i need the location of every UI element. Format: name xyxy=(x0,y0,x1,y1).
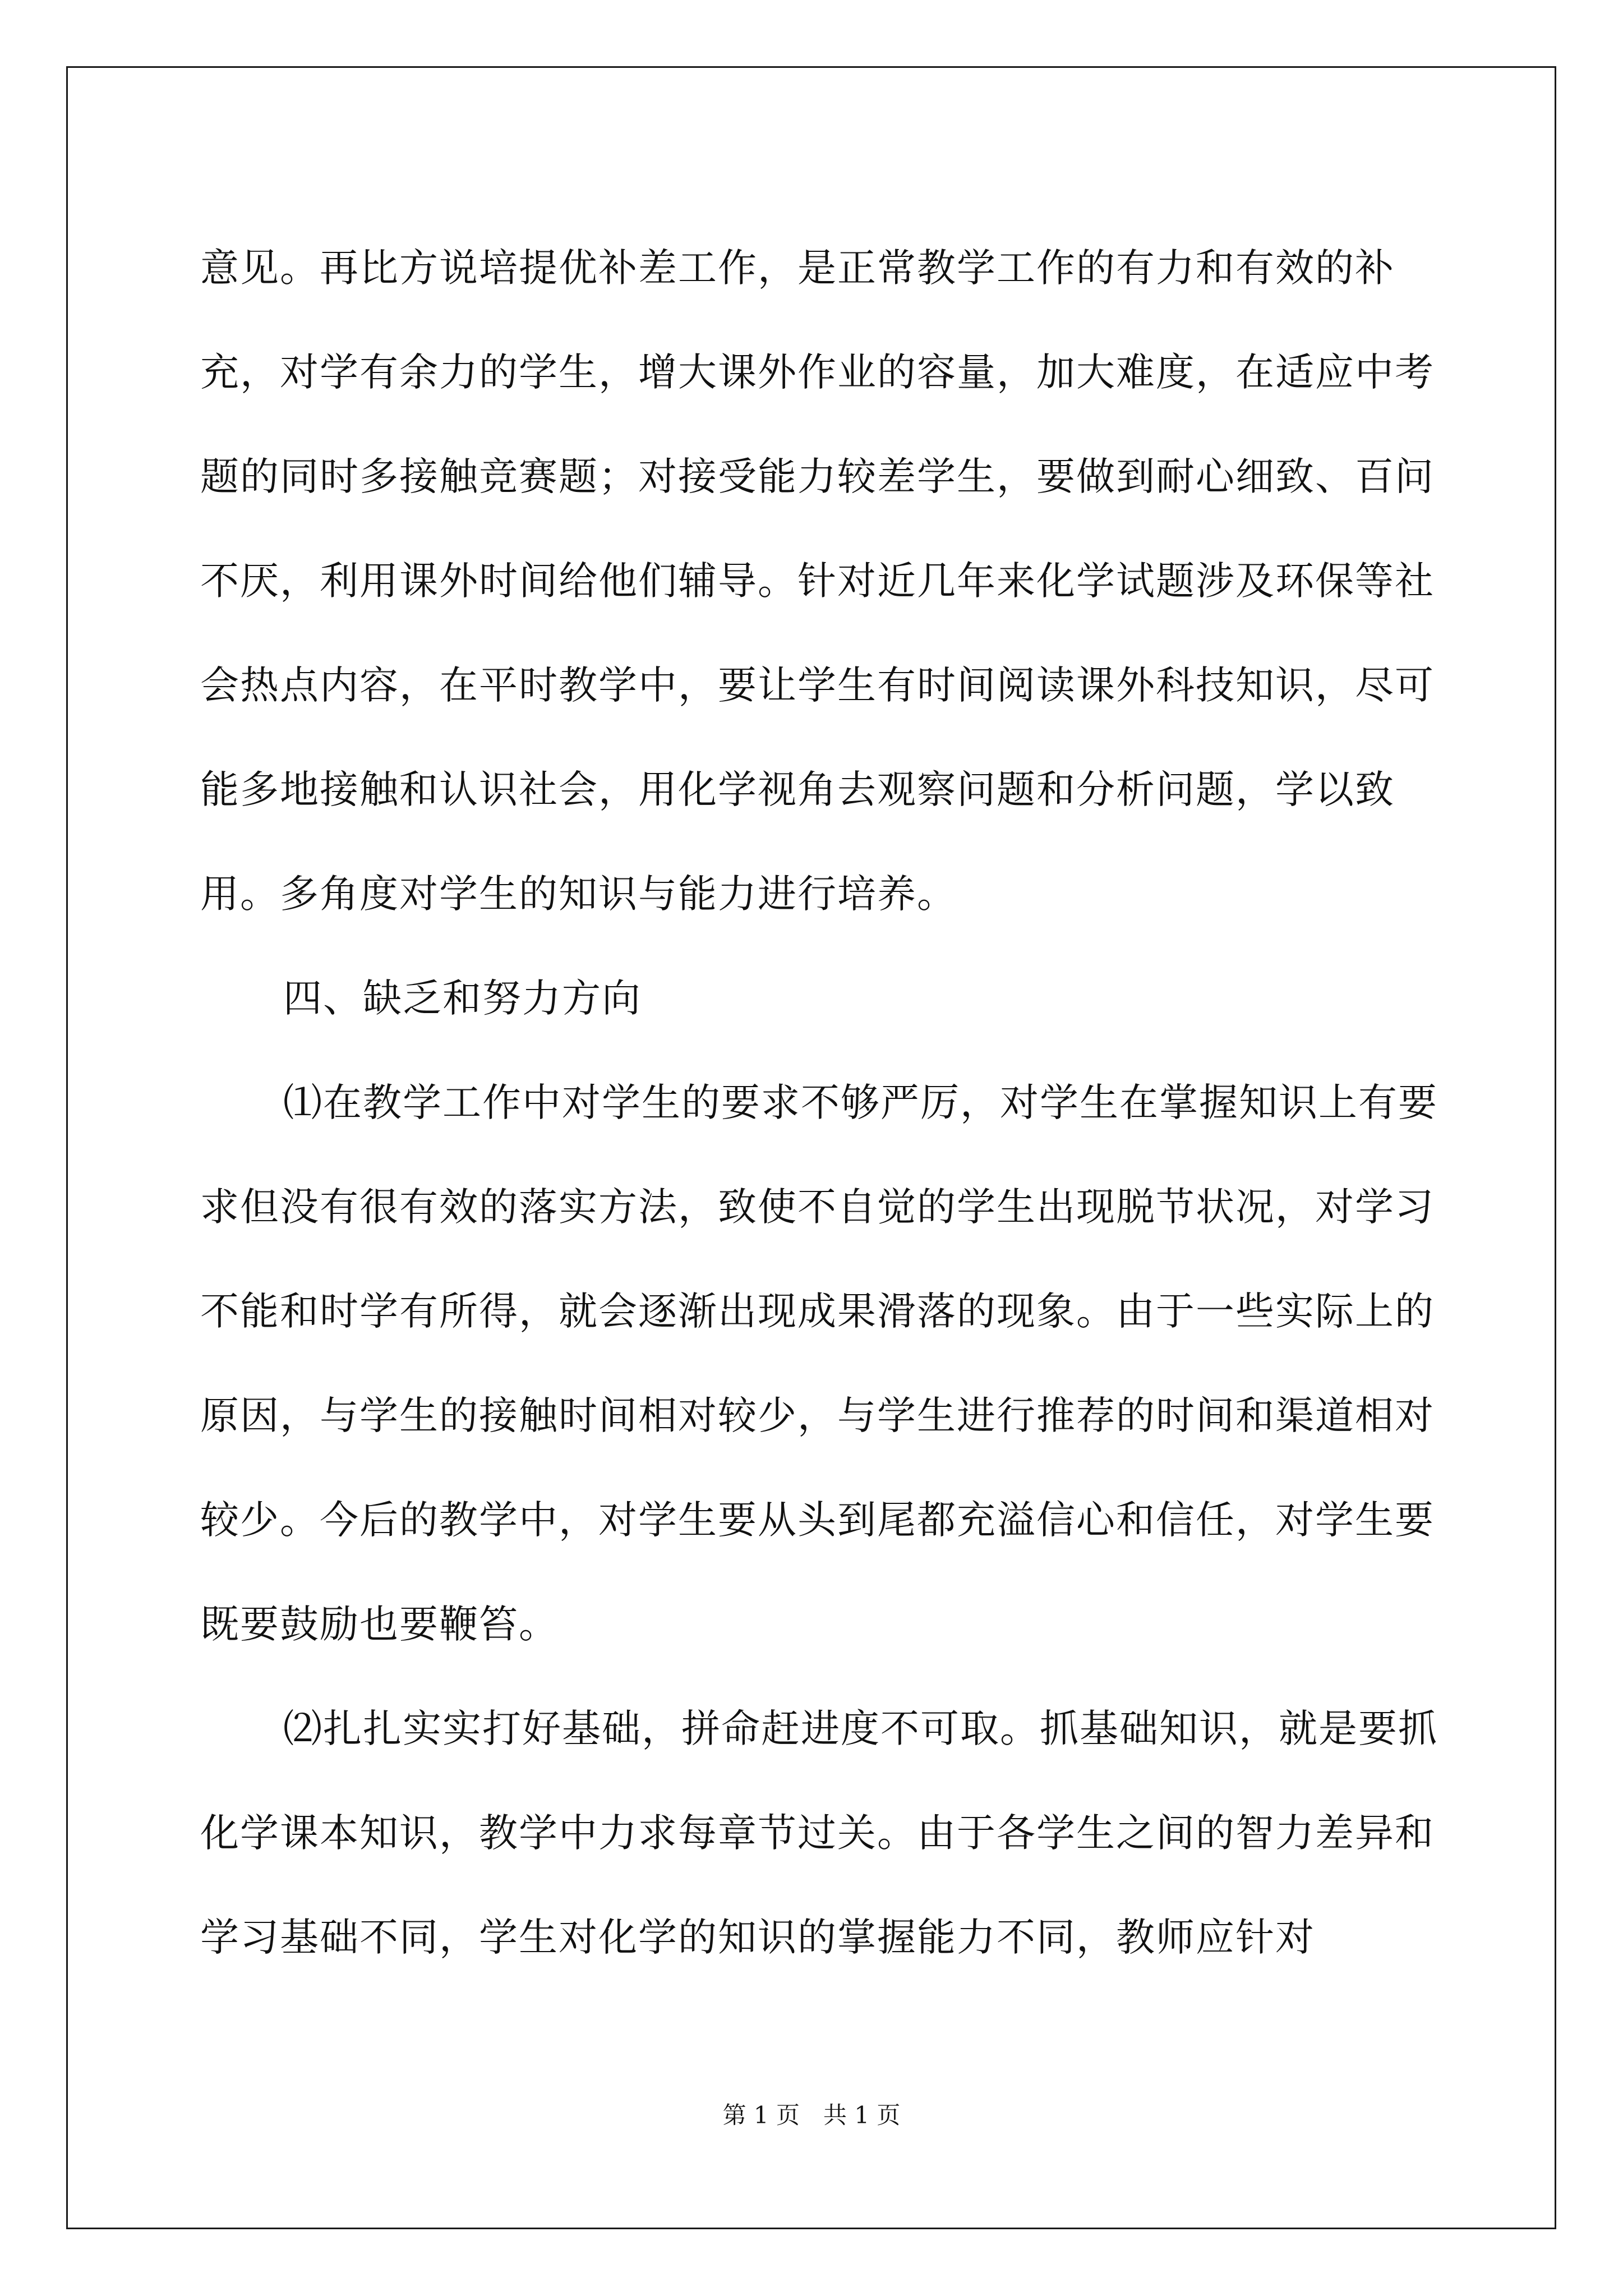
page-footer: 第 1 页 共 1 页 xyxy=(722,2101,901,2129)
paragraph-point-2: ⑵扎扎实实打好基础，拼命赶进度不可取。抓基础知识，就是要抓化学课本知识，教学中力求每章节过关。由于各学生之间的智力差异和学习基础不同，学生对化学的知识的掌握能力不同，教师应针对 xyxy=(200,1706,1438,1960)
document-body xyxy=(200,216,1456,1990)
paragraph-intro: 意见。再比方说培提优补差工作，是正常教学工作的有力和有效的补充，对学有余力的学生，增大课外作业的容量，加大难度，在适应中考题的同时多接触竞赛题；对接受能力较差学生，要做到耐心细致、百问不厌，利用课外时间给他们辅导。针对近几年来化学试题涉及环保等社会热点内容，在平时教学中，要让学生有时间阅读课外科技知识，尽可能多地接触和认识社会，用化学视角去观察问题和分析问题，学以致用。多角度对学生的知识与能力进行培养。 xyxy=(200,246,1435,917)
section-heading: 四、缺乏和努力方向 xyxy=(283,976,642,1021)
paragraph-point-1: ⑴在教学工作中对学生的要求不够严厉，对学生在掌握知识上有要求但没有很有效的落实方法，致使不自觉的学生出现脱节状况，对学习不能和时学有所得，就会逐渐出现成果滑落的现象。由于一些实际上的原因，与学生的接触时间相对较少，与学生进行推荐的时间和渠道相对较少。今后的教学中，对学生要从头到尾都充溢信心和信任，对学生要既要鼓励也要鞭笞。 xyxy=(200,1080,1438,1647)
